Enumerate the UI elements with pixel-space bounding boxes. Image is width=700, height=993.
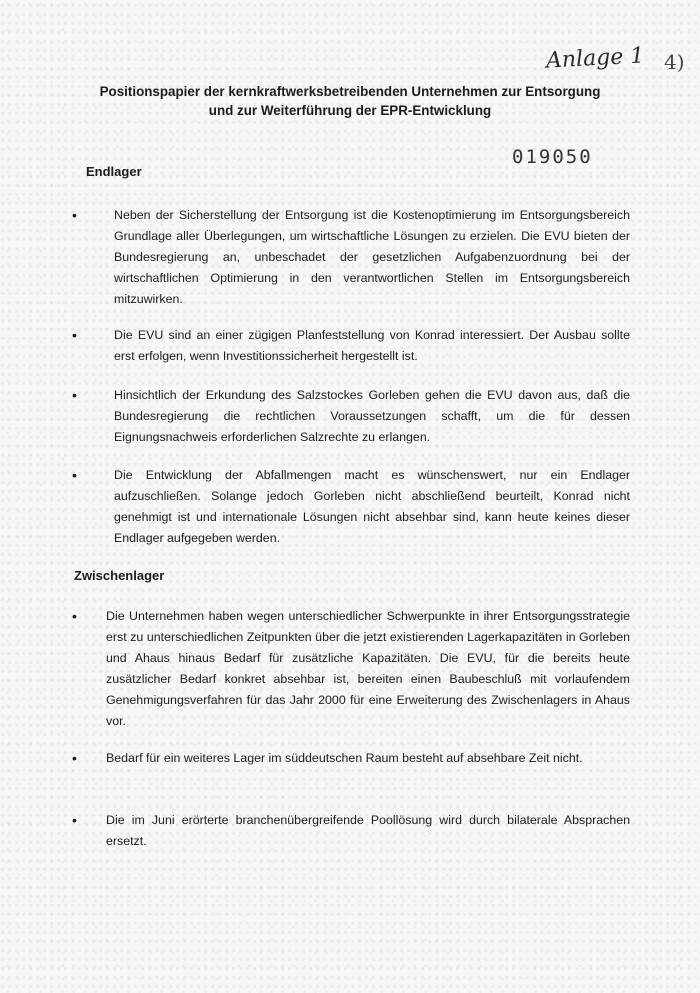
bullet-icon: •: [72, 207, 77, 223]
handwritten-annotation: Anlage 1: [545, 43, 645, 74]
paragraph: Neben der Sicherstellung der Entsorgung ist die Kostenoptimierung im Entsorgungsbereich Grundlage aller Überlegungen, um wirtschaftliche Lösungen zu erzielen. Die EVU bieten der Bundesregierung an, unbeschadet der gesetzlichen Aufgabenzuordnung bei der wirtschaftlichen Optimierung in den verantwortlichen Stellen im Entsorgungsbereich mitzuwirken.: [114, 208, 630, 306]
document-title: [0, 82, 700, 120]
list-item: [70, 465, 630, 549]
bullet-icon: •: [72, 750, 77, 766]
section-heading-zwischenlager: Zwischenlager: [74, 568, 165, 583]
list-item: [70, 810, 630, 852]
list-item: [70, 748, 630, 769]
paragraph: Die Entwicklung der Abfallmengen macht es wünschenswert, nur ein Endlager aufzuschließen. Solange jedoch Gorleben nicht abschließend beurteilt, Konrad nicht genehmigt ist und internationale Lösungen nicht absehbar sind, kann heute keines dieser Endlager aufgegeben werden.: [114, 468, 630, 545]
bullet-icon: •: [72, 467, 77, 483]
paragraph: Bedarf für ein weiteres Lager im süddeutschen Raum besteht auf absehbare Zeit nicht.: [106, 751, 583, 765]
document-stamp-number: 019050: [512, 146, 593, 168]
list-item: [70, 325, 630, 367]
list-item: [70, 385, 630, 448]
title-line-1: Positionspapier der kernkraftwerksbetreibenden Unternehmen zur Entsorgung: [99, 84, 601, 99]
paragraph: Die im Juni erörterte branchenübergreifende Poollösung wird durch bilaterale Absprachen ersetzt.: [106, 813, 630, 848]
list-item: [70, 205, 630, 310]
handwritten-page-number: 4): [664, 50, 685, 74]
title-line-2: und zur Weiterführung der EPR-Entwicklung: [208, 103, 492, 118]
section-heading-endlager: Endlager: [86, 164, 142, 179]
bullet-icon: •: [72, 387, 77, 403]
paragraph: Die EVU sind an einer zügigen Planfeststellung von Konrad interessiert. Der Ausbau sollte erst erfolgen, wenn Investitionssicherheit hergestellt ist.: [114, 328, 630, 363]
list-item: [70, 606, 630, 732]
bullet-icon: •: [72, 812, 77, 828]
paragraph: Die Unternehmen haben wegen unterschiedlicher Schwerpunkte in ihrer Entsorgungsstrategie erst zu unterschiedlichen Zeitpunkten über die jetzt existierenden Lagerkapazitäten in Gorleben und Ahaus hinaus Bedarf für zusätzliche Kapazitäten. Die EVU, für die bereits heute zusätzlicher Bedarf konkret absehbar ist, bereiten einen Baubeschluß mit vorlaufendem Genehmigungsverfahren für das Jahr 2000 für eine Erweiterung des Zwischenlagers in Ahaus vor.: [106, 609, 630, 728]
paragraph: Hinsichtlich der Erkundung des Salzstockes Gorleben gehen die EVU davon aus, daß die Bundesregierung die rechtlichen Voraussetzungen schafft, um die für dessen Eignungsnachweis erforderlichen Salzrechte zu erlangen.: [114, 388, 630, 444]
bullet-icon: •: [72, 327, 77, 343]
bullet-icon: •: [72, 608, 77, 624]
